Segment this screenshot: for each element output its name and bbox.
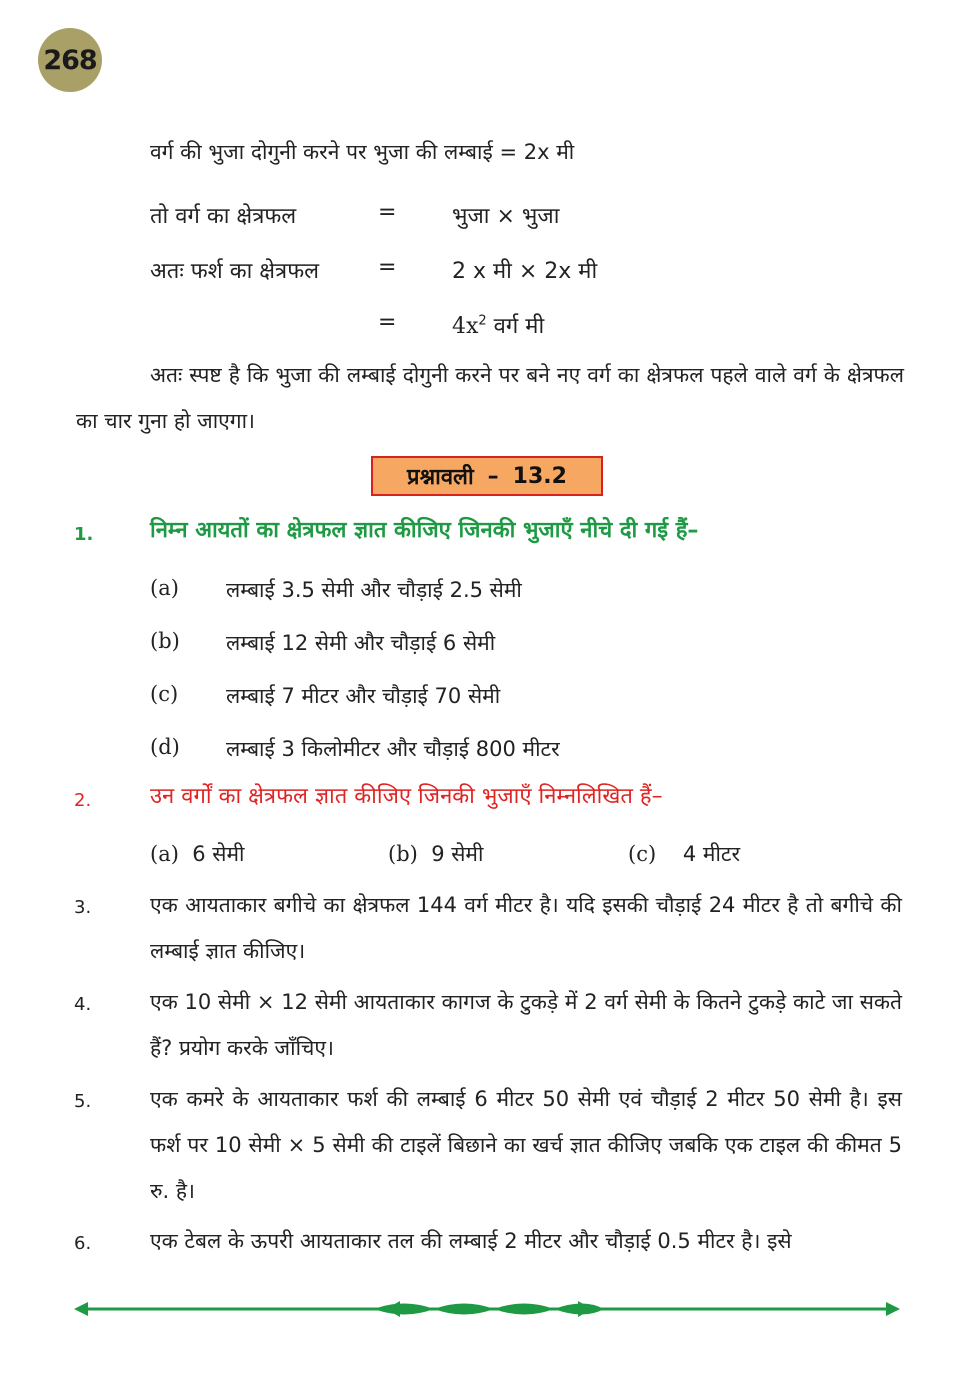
divider-left-arrowhead-icon (74, 1302, 88, 1316)
q2-option-a-text: 6 सेमी (192, 842, 245, 866)
q1-option-b-text: लम्बाई 12 सेमी और चौड़ाई 6 सेमी (226, 631, 496, 655)
divider-ornament-right-arrow-icon (578, 1301, 592, 1317)
question-1-number: 1. (74, 524, 94, 545)
q2-option-c (628, 840, 740, 868)
q2-option-b-label: (b) (388, 842, 418, 866)
equation-3-exponent: 2 (478, 313, 487, 329)
divider-ornament-icon (374, 1304, 604, 1315)
equation-2-label: अतः फर्श का क्षेत्रफल (150, 259, 320, 284)
q2-option-c-text: 4 मीटर (682, 842, 741, 866)
decorative-divider (74, 1296, 900, 1322)
question-1-text: निम्न आयतों का क्षेत्रफल ज्ञात कीजिए जिनकी भुजाएँ नीचे दी गई हैं– (150, 518, 699, 543)
equation-3-unit: वर्ग मी (486, 314, 545, 339)
q2-option-b-text: 9 सेमी (431, 842, 484, 866)
q1-option-a-text: लम्बाई 3.5 सेमी और चौड़ाई 2.5 सेमी (226, 578, 522, 602)
divider-ornament-left-arrow-icon (386, 1301, 400, 1317)
exercise-number: 13.2 (512, 463, 567, 489)
equation-3-value (452, 310, 544, 340)
question-4-number: 4. (74, 994, 92, 1015)
question-3-text: एक आयताकार बगीचे का क्षेत्रफल 144 वर्ग मीटर है। यदि इसकी चौड़ाई 24 मीटर है तो बगीचे की लम्बाई ज्ञात कीजिए। (150, 893, 902, 963)
intro-line: वर्ग की भुजा दोगुनी करने पर भुजा की लम्बाई = 2x मी (150, 140, 575, 164)
page-number-badge: 268 (38, 28, 102, 92)
equation-1-value: भुजा × भुजा (452, 204, 560, 229)
question-6-number: 6. (74, 1233, 92, 1254)
question-4-text: एक 10 सेमी × 12 सेमी आयताकार कागज के टुकड़े में 2 वर्ग सेमी के कितने टुकड़े काटे जा सकते हैं? प्रयोग करके जाँचिए। (150, 990, 902, 1060)
q1-option-b-label: (b) (150, 629, 180, 653)
question-2-text: उन वर्गों का क्षेत्रफल ज्ञात कीजिए जिनकी भुजाएँ निम्नलिखित हैं– (150, 784, 663, 809)
equation-2-sign: = (378, 255, 397, 280)
q2-option-c-label: (c) (628, 842, 657, 866)
q2-option-a (150, 840, 245, 868)
exercise-heading (371, 456, 603, 496)
q1-option-a-label: (a) (150, 576, 179, 600)
question-3-number: 3. (74, 897, 92, 918)
equation-1-label: तो वर्ग का क्षेत्रफल (150, 204, 297, 229)
equation-3-base: 4x (452, 314, 479, 339)
q1-option-c-label: (c) (150, 682, 179, 706)
q2-option-a-label: (a) (150, 842, 179, 866)
exercise-title: प्रश्नावली (407, 465, 474, 490)
exercise-dash: – (487, 463, 499, 489)
q1-option-c-text: लम्बाई 7 मीटर और चौड़ाई 70 सेमी (226, 684, 501, 708)
q2-option-b (388, 840, 483, 868)
question-5-number: 5. (74, 1091, 92, 1112)
equation-1-sign: = (378, 200, 397, 225)
question-5-text: एक कमरे के आयताकार फर्श की लम्बाई 6 मीटर 50 सेमी एवं चौड़ाई 2 मीटर 50 सेमी है। इस फर्श पर 10 सेमी × 5 सेमी की टाइलें बिछाने का खर्च ज्ञात कीजिए जबकि एक टाइल की कीमत 5 रु. है। (150, 1087, 902, 1203)
q1-option-d-text: लम्बाई 3 किलोमीटर और चौड़ाई 800 मीटर (226, 737, 560, 761)
q1-option-d-label: (d) (150, 735, 180, 759)
conclusion-paragraph: अतः स्पष्ट है कि भुजा की लम्बाई दोगुनी करने पर बने नए वर्ग का क्षेत्रफल पहले वाले वर्ग के क्षेत्रफल का चार गुना हो जाएगा। (76, 363, 904, 433)
divider-right-arrowhead-icon (886, 1302, 900, 1316)
question-6-text: एक टेबल के ऊपरी आयताकार तल की लम्बाई 2 मीटर और चौड़ाई 0.5 मीटर है। इसे (150, 1229, 792, 1253)
equation-2-value: 2 x मी × 2x मी (452, 259, 598, 284)
equation-3-sign: = (378, 310, 397, 335)
question-2-number: 2. (74, 790, 92, 811)
